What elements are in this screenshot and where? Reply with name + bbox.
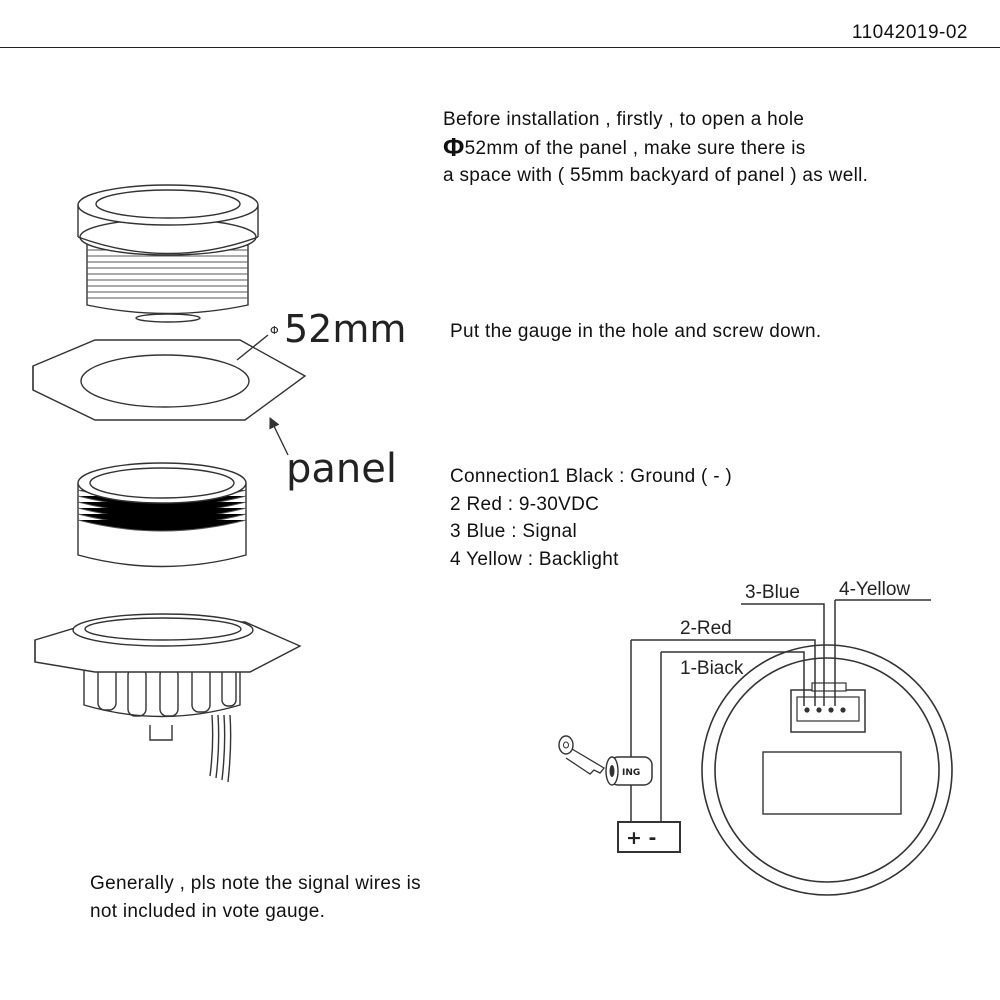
intro-line-3: a space with ( 55mm backyard of panel ) as well. [443,165,869,186]
ignition-label: ING [622,768,641,778]
wire-label-black: 1-Biack [680,658,744,679]
connection-line-4: 4 Yellow : Backlight [450,548,619,570]
intro-line-1: Before installation , firstly , to open a hole [443,109,805,130]
wire-label-red: 2-Red [680,618,732,639]
wire-label-blue: 3-Blue [745,582,800,603]
battery-terminals-label: + - [626,827,657,849]
gauge-body-drawing [78,185,258,322]
mounting-step: Put the gauge in the hole and screw down. [450,321,822,342]
connection-line-3: 3 Blue : Signal [450,521,578,542]
connection-line-2: 2 Red : 9-30VDC [450,493,600,515]
ignition-switch-icon [606,757,652,785]
hole-diameter-label: 52mm [284,307,407,351]
assembled-gauge-drawing [35,614,300,782]
intro-line-2-text: 52mm of the panel , make sure there is [464,137,806,159]
wire-label-yellow: 4-Yellow [839,579,911,600]
document-id: 11042019-02 [851,22,968,43]
wire-connector [791,690,865,732]
panel-label: panel [286,446,397,492]
mounting-nut-drawing [78,463,246,567]
wiring-diagram [559,579,952,895]
diameter-symbol: Φ [443,131,465,162]
note-line-2: not included in vote gauge. [90,900,326,922]
note-line-1: Generally , pls note the signal wires is [90,873,421,894]
connection-line-1: Connection1 Black : Ground ( - ) [450,466,733,487]
mounting-panel-drawing [33,335,305,455]
hole-diameter-symbol: Φ [270,324,279,337]
ignition-key-icon [559,736,604,774]
